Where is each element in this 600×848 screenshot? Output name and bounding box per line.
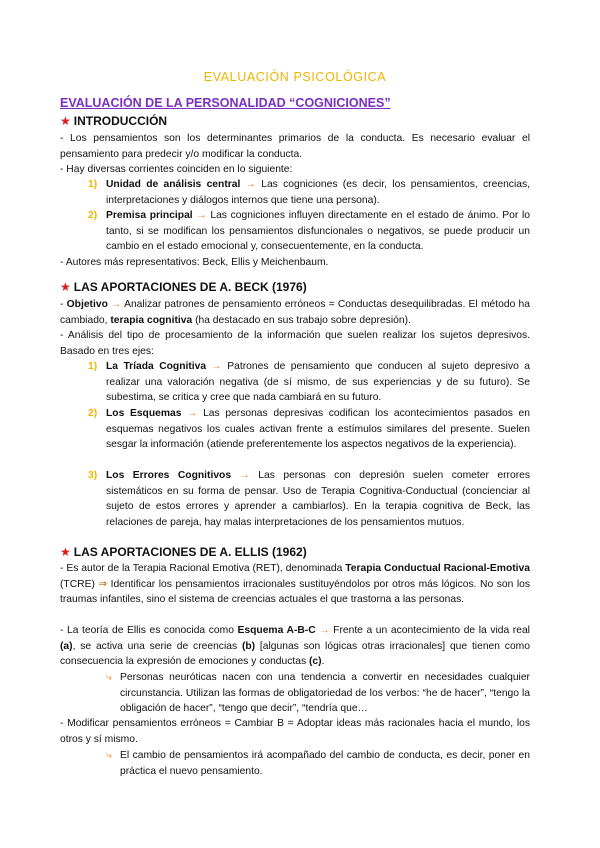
ellis-sub-1 [60,670,530,717]
text: , se activa una serie de creencias [72,640,242,652]
intro-paragraph-3: - Autores más representativos: Beck, Ellis y Meichenbaum. [60,257,329,268]
text: Identificar los pensamientos irracionales sustituyéndolos por otros más lógicos. No son los traumas infantiles, sino el sistema de creencias actuales el que trastorna a las personas. [60,578,531,606]
item-term: Los Errores Cognitivos [106,470,232,481]
ellis-paragraph-1 [60,561,530,608]
right-arrow-icon: → [239,470,250,481]
right-arrow-icon: → [245,179,256,190]
ellis-heading-text: LAS APORTACIONES DE A. ELLIS (1962) [73,545,307,559]
text: . [321,656,325,668]
item-text: Las personas depresivas codifican los acontecimientos pasados en esquemas negativos los cuales activan frente a estímulos similares del presente. Suelen sesgar la información (atiende preferentemente los aspectos negativos de la experiencia). [106,408,530,451]
label-a: (a) [60,640,73,652]
item-term: Los Esquemas [106,408,182,419]
list-number: 1) [88,179,98,190]
item-term: terapia cognitiva [110,314,193,326]
item-text: Patrones de pensamiento que conducen al sujeto depresivo a realizar una valoración negativa (de sí mismo, de sus experiencias y de su futuro). Se subestima, se critica y cree que nada cambiará en su futuro. [106,361,530,404]
text: [algunas son lógicas otras irracionales] que tienen como consecuencia la expresión de emociones y conductas [60,640,530,668]
sub-text: Personas neuróticas nacen con una tendencia a convertir en necesidades cualquier circunstancia. Utilizan las formas de obligatoriedad de los verbos: “he de hacer”, “tengo la obligación de hacer”, “tengo que decir”, “tendría que… [120,672,530,715]
ellis-paragraph-2 [60,623,530,670]
intro-paragraph-2: - Hay diversas corrientes coinciden en lo siguiente: [60,164,293,175]
double-arrow-icon: ⇒ [98,578,108,590]
bullet-dash: - [60,299,67,310]
star-icon: ★ [60,280,71,294]
item-term: Unidad de análisis central [106,179,241,190]
star-icon: ★ [60,114,71,128]
right-arrow-icon: → [196,210,207,221]
return-arrow-icon: ⤷ [106,672,112,683]
right-arrow-icon: → [187,408,198,419]
item-term: La Tríada Cognitiva [106,361,207,372]
item-term: Premisa principal [106,210,193,221]
text: (TCRE) [60,578,99,590]
text: Analizar patrones de pensamiento erróneos = Conductas desequilibradas. El método ha cambiado, [60,299,530,326]
item-term: Terapia Conductual Racional-Emotiva [345,563,530,574]
intro-heading-text: INTRODUCCIÓN [73,114,168,128]
beck-paragraph-1 [60,297,530,328]
beck-heading [60,280,307,294]
beck-item-3 [60,468,530,530]
page-title: EVALUACIÓN PSICOLÓGICA [203,70,387,84]
sub-text: El cambio de pensamientos irá acompañado del cambio de conducta, es decir, poner en práctica el nuevo pensamiento. [120,750,530,777]
section-subtitle: EVALUACIÓN DE LA PERSONALIDAD “COGNICIONES” [60,96,391,110]
beck-item-2 [60,406,530,453]
item-term: Esquema A-B-C [237,625,316,636]
right-arrow-icon: → [111,299,122,310]
intro-item-2 [60,208,530,255]
star-icon: ★ [60,545,71,559]
item-text: Las cogniciones (es decir, los pensamientos, creencias, interpretaciones y diálogos internos que tiene una persona). [106,179,530,206]
beck-item-1 [60,359,530,406]
intro-item-1 [60,177,530,208]
ellis-heading [60,545,307,559]
label-b: (b) [241,640,256,652]
beck-heading-text: LAS APORTACIONES DE A. BECK (1976) [73,280,307,294]
item-text: Las cogniciones influyen directamente en el estado de ánimo. Por lo tanto, si se modifican los pensamientos disfuncionales o negativos, se puede producir un cambio en el estado emocional y, consecuentemente, en la conducta. [106,210,530,253]
list-number: 2) [88,408,98,419]
text: - Es autor de la Terapia Racional Emotiva (RET), denominada [60,563,346,574]
text: (ha destacado en sus trabajo sobre depresión). [192,314,411,326]
label-c: (c) [309,656,322,668]
list-number: 1) [88,361,98,372]
right-arrow-icon: → [319,625,330,636]
item-text: Las personas con depresión suelen cometer errores sistemáticos en su forma de pensar. Uso de Terapia Cognitiva-Conductual (concienciar al sujeto de estos errores y aprender a cambiarlos). En la terapia cognitiva de Beck, las relaciones de pareja, hay malas interpretaciones de los pensamientos mutuos. [106,470,530,528]
ellis-paragraph-3: - Modificar pensamientos erróneos = Cambiar B = Adoptar ideas más racionales hacia el mundo, los otros y sí mismo. [60,718,530,745]
list-number: 3) [88,470,98,481]
list-number: 2) [88,210,98,221]
text: - La teoría de Ellis es conocida como [60,625,238,636]
text: Frente a un acontecimiento de la vida real [329,625,530,636]
intro-paragraph-1: - Los pensamientos son los determinantes primarios de la conducta. Es necesario evaluar el pensamiento para predecir y/o modificar la conducta. [60,133,530,160]
beck-paragraph-2: - Análisis del tipo de procesamiento de la información que suelen realizar los sujetos depresivos. Basado en tres ejes: [60,330,530,357]
ellis-sub-2 [60,748,530,779]
item-term: Objetivo [66,299,108,310]
return-arrow-icon: ⤷ [106,750,112,761]
intro-heading [60,114,167,128]
right-arrow-icon: → [211,361,222,372]
